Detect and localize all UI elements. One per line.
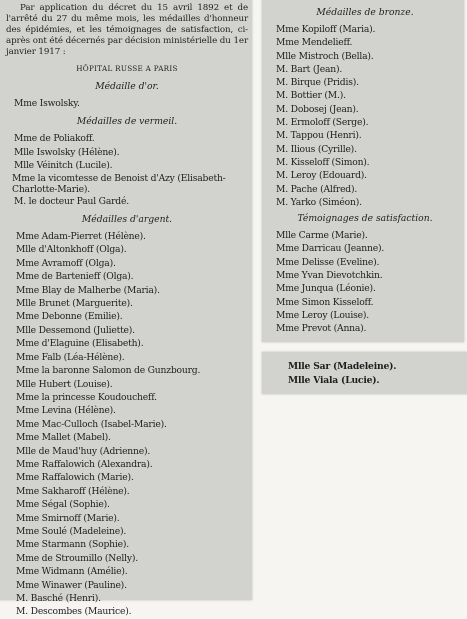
name-entry: Mme la princesse Koudoucheff. [16,391,157,403]
name-entry: M. Dobosej (Jean). [276,103,359,115]
names-list-satisfaction [270,229,460,335]
name-entry: M. Ilious (Cyrille). [276,143,357,155]
name-entry: Mme de Bartenieff (Olga). [16,271,134,283]
clipping-right-column [262,0,464,342]
name-entry: Mme Levina (Hélène). [16,405,116,417]
name-entry: M. Leroy (Edouard). [276,170,367,182]
name-entry: M. Kisseloff (Simon). [276,156,370,168]
name-entry: Mme de Stroumillo (Nelly). [16,552,138,564]
name-entry: Mme Mendelieff. [276,37,353,49]
name-entry: Mlle d'Altonkhoff (Olga). [16,244,127,256]
name-entry: Mlle Mistroch (Bella). [276,50,374,62]
name-entry: M. le docteur Paul Gardé. [14,195,129,207]
section-heading-bronze: Médailles de bronze. [316,7,414,18]
name-entry: Mme Avramoff (Olga). [16,257,116,269]
name-entry: M. Bart (Jean). [276,63,343,75]
section-heading-satisfaction: Témoignages de satisfaction. [297,213,433,225]
hospital-heading: HÔPITAL RUSSE A PARIS [76,64,178,73]
names-list-silver [6,230,248,619]
name-entry: Mme Falb (Léa-Hélène). [16,351,125,363]
name-entry: Mme Smirnoff (Marie). [16,512,120,524]
name-entry: Mme Ségal (Sophie). [16,499,110,511]
name-entry: Mme Darricau (Jeanne). [276,243,385,255]
name-entry: Mlle Iswolsky (Hélène). [14,146,120,158]
name-entry: Mme de Poliakoff. [14,133,95,145]
section-vermeil [6,116,248,208]
name-entry: Mme Leroy (Louise). [276,309,369,321]
section-bronze [270,7,460,209]
name-entry: M. Pache (Alfred). [276,183,358,195]
name-entry: Mme Raffalowich (Marie). [16,472,134,484]
name-entry: Mme Simon Kisseloff. [276,296,374,308]
section-heading-silver: Médailles d'argent. [81,214,173,226]
name-entry: Mme Mac-Culloch (Isabel-Marie). [16,418,167,430]
name-entry: M. Yarko (Siméon). [276,196,362,208]
name-entry: Mme d'Elaguine (Elisabeth). [16,338,144,350]
name-entry: Mme Sakharoff (Hélène). [16,485,130,497]
names-list-bronze [270,23,460,209]
name-entry: Mme Kopiloff (Maria). [276,24,376,35]
name-entry: Mme Widmann (Amélie). [16,566,128,578]
name-entry: Mlle Véinitch (Lucile). [14,160,113,172]
name-entry: M. Ermoloff (Serge). [276,117,369,129]
section-gold [6,81,248,110]
name-entry: Mlle Sar (Madeleine). [288,361,397,372]
section-silver [6,214,248,619]
section-heading-gold: Médaille d'or. [95,81,159,92]
name-entry: Mlle Carme (Marie). [276,230,368,242]
name-entry: Mme la baronne Salomon de Gunzbourg. [16,365,201,377]
name-entry: Mme Raffalowich (Alexandra). [16,458,153,470]
name-entry: Mme Delisse (Eveline). [276,256,380,268]
name-entry: Mme Mallet (Mabel). [16,432,111,444]
name-entry: Mme Iswolsky. [14,98,80,109]
name-entry: M. Tappou (Henri). [276,130,362,142]
name-entry: Mme Adam-Pierret (Hélène). [16,231,146,243]
name-entry: Mlle Viala (Lucie). [288,375,380,386]
intro-paragraph: Par application du décret du 15 avril 1892 et de l'arrêté du 27 du même mois, les médailles d'honneur des épidémies, et les témoignages de satisfaction, ci-après ont été décernés par décision ministérielle du 1er janvier 1917 : [6,3,248,57]
name-entry: Mme Starmann (Sophie). [16,539,129,551]
name-entry: Mlle de Maud'huy (Adrienne). [16,445,151,457]
name-entry: Mlle Dessemond (Juliette). [16,324,135,336]
name-entry: Mme Soulé (Madeleine). [16,525,127,537]
names-list-gold [6,97,248,110]
clipping-addendum [262,352,467,394]
name-entry: Mme Yvan Dievotchkin. [276,270,383,282]
name-entry: Mme Junqua (Léonie). [276,283,376,295]
name-entry: M. Bottier (M.). [276,90,346,102]
name-entry: Mme Debonne (Emilie). [16,311,123,323]
name-entry: Mlle Hubert (Louise). [16,378,113,390]
name-entry: M. Birque (Pridis). [276,77,359,89]
section-heading-vermeil: Médailles de vermeil. [76,116,178,128]
name-entry: Mme Blay de Malherbe (Maria). [16,284,160,296]
name-entry: Mme Prevot (Anna). [276,323,367,335]
name-entry: Mme Winawer (Pauline). [16,579,127,591]
names-list-addendum [288,360,463,388]
name-entry: Mlle Brunet (Marguerite). [16,298,133,310]
name-entry: M. Basché (Henri). [16,593,101,604]
name-entry: M. Descombes (Maurice). [16,606,132,618]
names-list-vermeil [6,132,248,208]
name-entry: Mme la vicomtesse de Benoist d'Azy (Elisabeth-Charlotte-Marie). [12,172,226,195]
section-satisfaction [270,213,460,335]
